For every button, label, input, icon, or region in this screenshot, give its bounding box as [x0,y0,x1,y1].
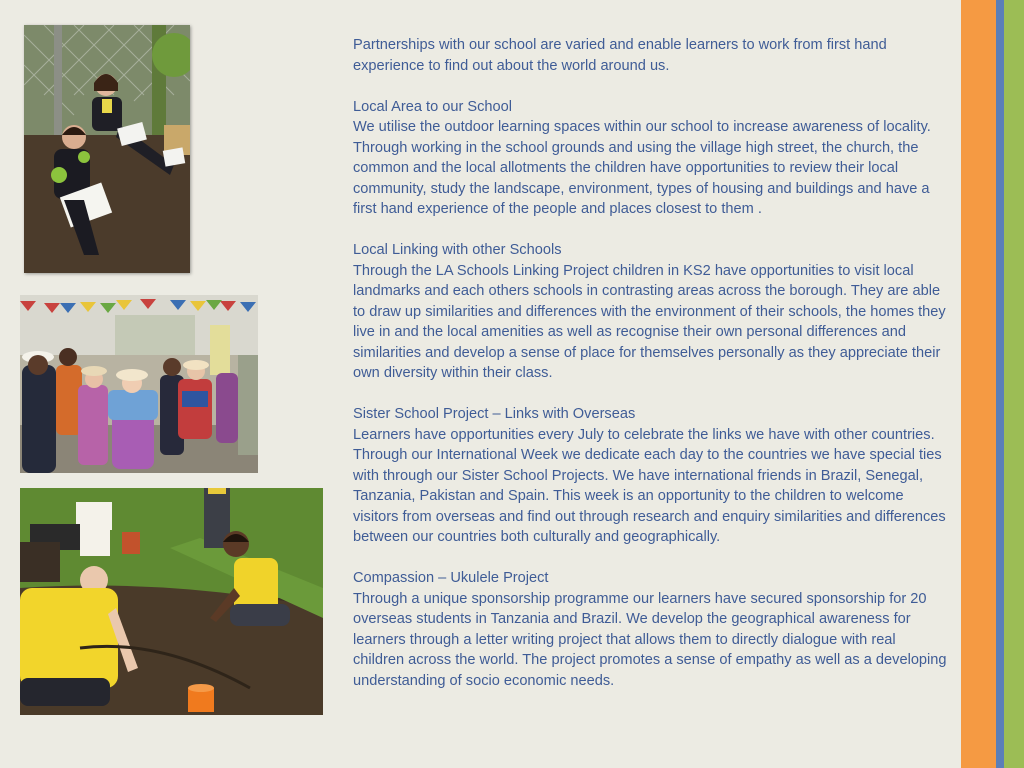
decorative-stripe-orange [961,0,996,768]
section-heading: Local Linking with other Schools [353,242,562,258]
section-local-linking [353,240,948,384]
section-sister-school [353,404,948,548]
photo-children-gardening [20,488,323,715]
section-body: Through the LA Schools Linking Project children in KS2 have opportunities to visit local landmarks and each others schools in contrasting areas across the borough. They are able to draw up similarities and differences with the environment of their schools, the homes they live in and the local amenities as well as recognise their own personal differences and similarities and develop a sense of place for themselves personally as they appreciate their own diversity within their class. [353,262,946,381]
body-text [353,35,948,712]
decorative-stripe-green [1004,0,1024,768]
decorative-stripe-blue [996,0,1004,768]
section-heading: Local Area to our School [353,98,513,115]
section-heading: Sister School Project – Links with Overseas [353,406,636,422]
section-compassion [353,568,948,691]
section-local-area [353,97,948,220]
section-body: Learners have opportunities every July to celebrate the links we have with other countries. Through our International Week we dedicate each day to the countries we have special ties with through our Sister School Projects. We have international friends in Brazil, Senegal, Tanzania, Pakistan and Spain. This week is an opportunity to the children to welcome visitors from overseas and find out through research and enquiry similarities and differences between our countries both culturally and geographically. [353,426,946,545]
section-body: Through a unique sponsorship programme our learners have secured sponsorship for 20 overseas students in Tanzania and Brazil. We develop the geographical awareness for learners through a letter writing project that allows them to directly dialogue with real children across the world. The project promotes a sense of empathy as well as a developing understanding of socio economic needs. [353,590,947,689]
section-body: We utilise the outdoor learning spaces within our school to increase awareness of locality. Through working in the school grounds and using the village high street, the church, the common and the local allotments the children have opportunities to review their local community, study the landscape, environment, types of housing and buildings and have a first hand experience of the people and places closest to them . [353,119,931,217]
section-heading: Compassion – Ukulele Project [353,570,549,586]
photo-children-sketching-outdoors [24,25,190,273]
photo-children-international-week [20,295,258,473]
intro-paragraph: Partnerships with our school are varied and enable learners to work from first hand experience to find out about the world around us. [353,37,887,74]
